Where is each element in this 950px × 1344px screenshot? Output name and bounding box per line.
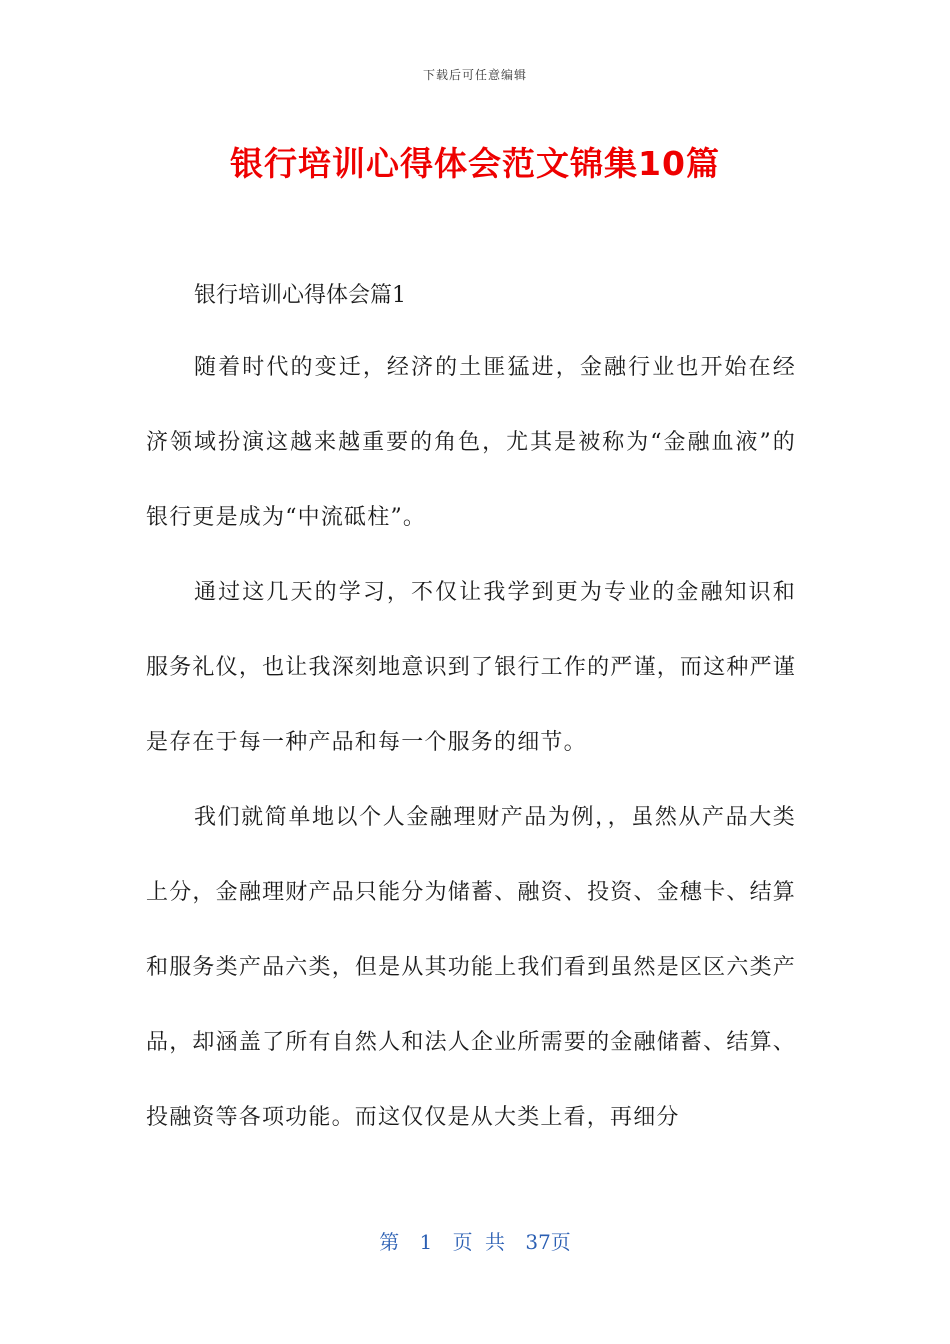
paragraph-3: 我们就简单地以个人金融理财产品为例，，虽然从产品大类上分，金融理财产品只能分为储蓄、融资、投资、金穗卡、结算和服务类产品六类，但是从其功能上我们看到虽然是区区六类产品，却涵盖了所有自然人和法人企业所需要的金融储蓄、结算、投融资等各项功能。而这仅仅是从大类上看，再细分 (146, 805, 796, 1130)
current-page-number: 1 (419, 1230, 433, 1254)
page-label-middle: 页 共 (452, 1230, 505, 1254)
paragraph-1: 随着时代的变迁，经济的土匪猛进，金融行业也开始在经济领域扮演这越来越重要的角色，尤其是被称为“金融血液”的银行更是成为“中流砥柱”。 (146, 355, 796, 530)
total-pages: 37页 (525, 1230, 571, 1254)
page-label-prefix: 第 (379, 1230, 400, 1254)
page-footer (0, 1226, 950, 1255)
header-note: 下载后可任意编辑 (422, 68, 527, 82)
document-title: 银行培训心得体会范文锦集10篇 (230, 144, 720, 183)
paragraph-2: 通过这几天的学习，不仅让我学到更为专业的金融知识和服务礼仪，也让我深刻地意识到了银行工作的严谨，而这种严谨是存在于每一种产品和每一个服务的细节。 (146, 580, 796, 755)
section-heading: 银行培训心得体会篇1 (194, 283, 406, 308)
